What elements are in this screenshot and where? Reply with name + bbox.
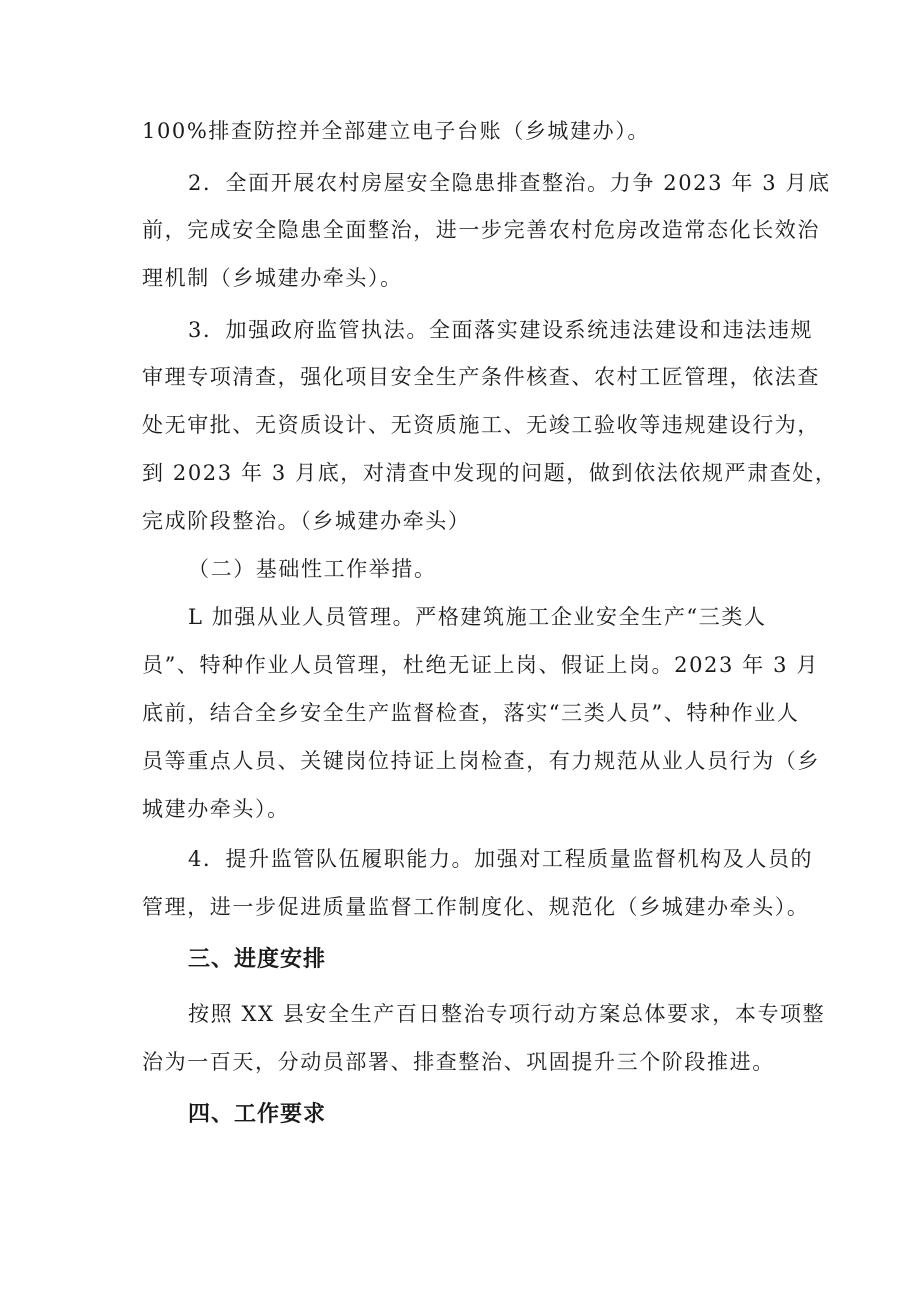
subsection-heading: （二）基础性工作举措。	[188, 557, 437, 581]
paragraph-line: 4．提升监管队伍履职能力。加强对工程质量监督机构及人员的	[188, 847, 814, 871]
paragraph-line: L 加强从业人员管理。严格建筑施工企业安全生产“三类人	[188, 605, 767, 629]
paragraph-line: 底前，结合全乡安全生产监督检查，落实“三类人员”、特种作业人	[142, 701, 800, 725]
section-heading: 三、进度安排	[188, 947, 327, 972]
paragraph-line: 3．加强政府监管执法。全面落实建设系统违法建设和违法违规	[188, 318, 814, 342]
paragraph-line: 审理专项清查，强化项目安全生产条件核查、农村工匠管理，依法查	[142, 365, 820, 389]
section-heading: 四、工作要求	[188, 1102, 327, 1127]
paragraph-line: 2．全面开展农村房屋安全隐患排查整治。力争 2023 年 3 月底	[188, 171, 831, 195]
paragraph-line: 完成阶段整治。（乡城建办牵头）	[142, 509, 471, 533]
paragraph-line: 员”、特种作业人员管理，杜绝无证上岗、假证上岗。2023 年 3 月	[142, 653, 819, 677]
paragraph-line: 处无审批、无资质设计、无资质施工、无竣工验收等违规建设行为，	[142, 413, 820, 437]
paragraph-line: 治为一百天，分动员部署、排查整治、巩固提升三个阶段推进。	[142, 1050, 775, 1074]
paragraph-line: 理机制（乡城建办牵头）。	[142, 266, 403, 290]
paragraph-line: 管理，进一步促进质量监督工作制度化、规范化（乡城建办牵头）。	[142, 895, 810, 919]
paragraph-line: 前，完成安全隐患全面整治，进一步完善农村危房改造常态化长效治	[142, 218, 820, 242]
paragraph-line: 到 2023 年 3 月底，对清查中发现的问题，做到依法依规严肃查处，	[142, 461, 838, 485]
paragraph-line: 按照 XX 县安全生产百日整治专项行动方案总体要求，本专项整	[188, 1002, 826, 1026]
paragraph-line: 员等重点人员、关键岗位持证上岗检查，有力规范从业人员行为（乡	[142, 749, 820, 773]
paragraph-line: 城建办牵头）。	[142, 797, 290, 821]
paragraph-line: 100%排查防控并全部建立电子台账（乡城建办）。	[142, 119, 650, 143]
